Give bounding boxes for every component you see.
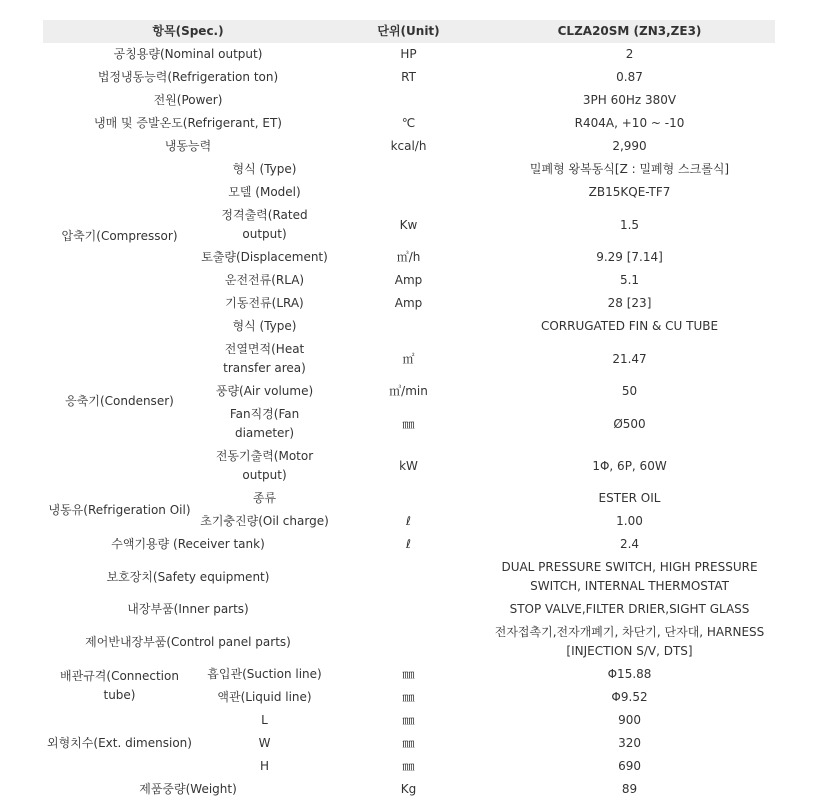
row-unit bbox=[333, 315, 484, 338]
table-row bbox=[43, 778, 775, 801]
row-unit: ㎥/h bbox=[396, 250, 421, 264]
table-row bbox=[43, 112, 775, 135]
row-sublabel: H bbox=[259, 759, 270, 773]
row-label: 냉동능력 bbox=[164, 139, 212, 153]
row-value: 50 bbox=[621, 384, 638, 398]
row-label: 전원(Power) bbox=[153, 93, 223, 107]
row-value: 0.87 bbox=[616, 70, 643, 84]
group-label-connection: 배관규격(Connection tube) bbox=[60, 669, 179, 702]
row-sublabel: 형식 (Type) bbox=[232, 162, 297, 176]
row-value: 28 [23] bbox=[607, 296, 652, 310]
row-sublabel: 토출량(Displacement) bbox=[201, 250, 328, 264]
row-value: 1.5 bbox=[619, 217, 640, 232]
row-sublabel: 기동전류(LRA) bbox=[225, 296, 304, 310]
row-label: 수액기용량 (Receiver tank) bbox=[111, 537, 265, 551]
row-value: 5.1 bbox=[619, 273, 640, 287]
row-value: 320 bbox=[618, 736, 641, 750]
row-value: Φ15.88 bbox=[607, 667, 652, 681]
table-row bbox=[43, 598, 775, 621]
row-sublabel: 풍량(Air volume) bbox=[215, 384, 314, 398]
header-unit: 단위(Unit) bbox=[333, 20, 484, 43]
table-row bbox=[43, 663, 775, 686]
row-value: ESTER OIL bbox=[598, 491, 661, 505]
row-value: 밀폐형 왕복동식[Z : 밀폐형 스크롤식] bbox=[529, 162, 730, 176]
row-unit: ℃ bbox=[401, 116, 416, 130]
table-row bbox=[43, 89, 775, 112]
row-unit: ℓ bbox=[406, 537, 411, 551]
row-label: 제품중량(Weight) bbox=[139, 782, 237, 796]
row-label: 냉매 및 증발온도(Refrigerant, ET) bbox=[94, 116, 282, 130]
row-unit: kcal/h bbox=[390, 139, 427, 153]
table-row bbox=[43, 621, 775, 663]
spec-table bbox=[43, 20, 775, 801]
row-unit: ㎜ bbox=[402, 667, 415, 681]
row-value: 3PH 60Hz 380V bbox=[582, 93, 677, 107]
row-unit: ℓ bbox=[406, 514, 411, 528]
row-value: Φ9.52 bbox=[611, 690, 648, 704]
row-sublabel: 모델 (Model) bbox=[228, 185, 301, 199]
row-label: 공칭용량(Nominal output) bbox=[113, 47, 263, 61]
row-unit bbox=[333, 158, 484, 181]
row-sublabel: 종류 bbox=[252, 491, 277, 505]
row-value: 21.47 bbox=[612, 351, 647, 366]
row-unit: ㎡ bbox=[402, 351, 415, 366]
row-value: R404A, +10 ~ -10 bbox=[574, 116, 685, 130]
group-label-dimension: 외형치수(Ext. dimension) bbox=[47, 736, 192, 750]
row-sublabel: Fan직경(Fan diameter) bbox=[229, 407, 300, 440]
row-value: 1.00 bbox=[616, 514, 643, 528]
row-unit: Amp bbox=[394, 273, 423, 287]
row-value: DUAL PRESSURE SWITCH, HIGH PRESSURE SWITCH, INTERNAL THERMOSTAT bbox=[501, 560, 758, 593]
row-label: 제어반내장부품(Control panel parts) bbox=[85, 634, 291, 649]
row-unit bbox=[333, 598, 484, 621]
header-model: CLZA20SM (ZN3,ZE3) bbox=[484, 20, 775, 43]
row-unit bbox=[333, 556, 484, 598]
row-label: 법정냉동능력(Refrigeration ton) bbox=[97, 70, 279, 84]
table-row bbox=[43, 487, 775, 510]
row-unit: Kw bbox=[399, 217, 418, 232]
row-label: 내장부품(Inner parts) bbox=[127, 602, 249, 616]
row-sublabel: 초기충진량(Oil charge) bbox=[200, 514, 329, 528]
table-row bbox=[43, 158, 775, 181]
header-row bbox=[43, 20, 775, 43]
row-sublabel: 운전전류(RLA) bbox=[224, 273, 305, 287]
row-unit bbox=[333, 181, 484, 204]
table-row bbox=[43, 556, 775, 598]
row-unit: ㎜ bbox=[402, 736, 415, 750]
group-label-oil: 냉동유(Refrigeration Oil) bbox=[48, 502, 191, 517]
table-row bbox=[43, 66, 775, 89]
row-value: 9.29 [7.14] bbox=[596, 250, 663, 264]
row-unit: Kg bbox=[400, 782, 417, 796]
row-value: CORRUGATED FIN & CU TUBE bbox=[540, 319, 719, 333]
row-unit: kW bbox=[399, 458, 418, 473]
row-unit: ㎜ bbox=[402, 713, 415, 727]
row-sublabel: L bbox=[261, 713, 268, 727]
group-label-condenser: 응축기(Condenser) bbox=[65, 393, 174, 408]
table-row bbox=[43, 43, 775, 66]
row-label: 보호장치(Safety equipment) bbox=[106, 569, 270, 584]
row-value: 2.4 bbox=[619, 537, 640, 551]
row-sublabel: 전열면적(Heat transfer area) bbox=[223, 342, 306, 375]
row-value: 1Φ, 6P, 60W bbox=[592, 458, 667, 473]
row-sublabel: 액관(Liquid line) bbox=[217, 690, 312, 704]
table-row bbox=[43, 135, 775, 158]
row-value: 2,990 bbox=[612, 139, 647, 153]
row-value: 2 bbox=[625, 47, 634, 61]
row-unit: ㎜ bbox=[402, 759, 415, 773]
row-unit: ㎜ bbox=[402, 416, 415, 431]
row-value: ZB15KQE-TF7 bbox=[588, 185, 671, 199]
table-row bbox=[43, 533, 775, 556]
group-label-compressor: 압축기(Compressor) bbox=[61, 229, 178, 243]
header-spec: 항목(Spec.) bbox=[43, 20, 333, 43]
row-value: 전자접촉기,전자개폐기, 차단기, 단자대, HARNESS [INJECTION S/V, DTS] bbox=[494, 625, 765, 658]
row-unit bbox=[333, 89, 484, 112]
row-unit: Amp bbox=[394, 296, 423, 310]
row-value: 690 bbox=[618, 759, 641, 773]
row-value: 900 bbox=[618, 713, 641, 727]
row-unit: RT bbox=[401, 70, 416, 84]
row-value: STOP VALVE,FILTER DRIER,SIGHT GLASS bbox=[509, 602, 750, 616]
row-sublabel: 전동기출력(Motor output) bbox=[215, 449, 314, 482]
row-unit bbox=[333, 487, 484, 510]
table-row bbox=[43, 709, 775, 732]
row-unit: ㎥/min bbox=[389, 384, 428, 398]
table-row bbox=[43, 315, 775, 338]
row-value: Ø500 bbox=[613, 416, 646, 431]
row-unit: ㎜ bbox=[402, 690, 415, 704]
row-sublabel: W bbox=[258, 736, 271, 750]
row-value: 89 bbox=[621, 782, 638, 796]
row-unit: HP bbox=[400, 47, 417, 61]
row-unit bbox=[333, 621, 484, 663]
row-sublabel: 흡입관(Suction line) bbox=[207, 667, 322, 681]
row-sublabel: 정격출력(Rated output) bbox=[221, 208, 308, 241]
row-sublabel: 형식 (Type) bbox=[232, 319, 297, 333]
